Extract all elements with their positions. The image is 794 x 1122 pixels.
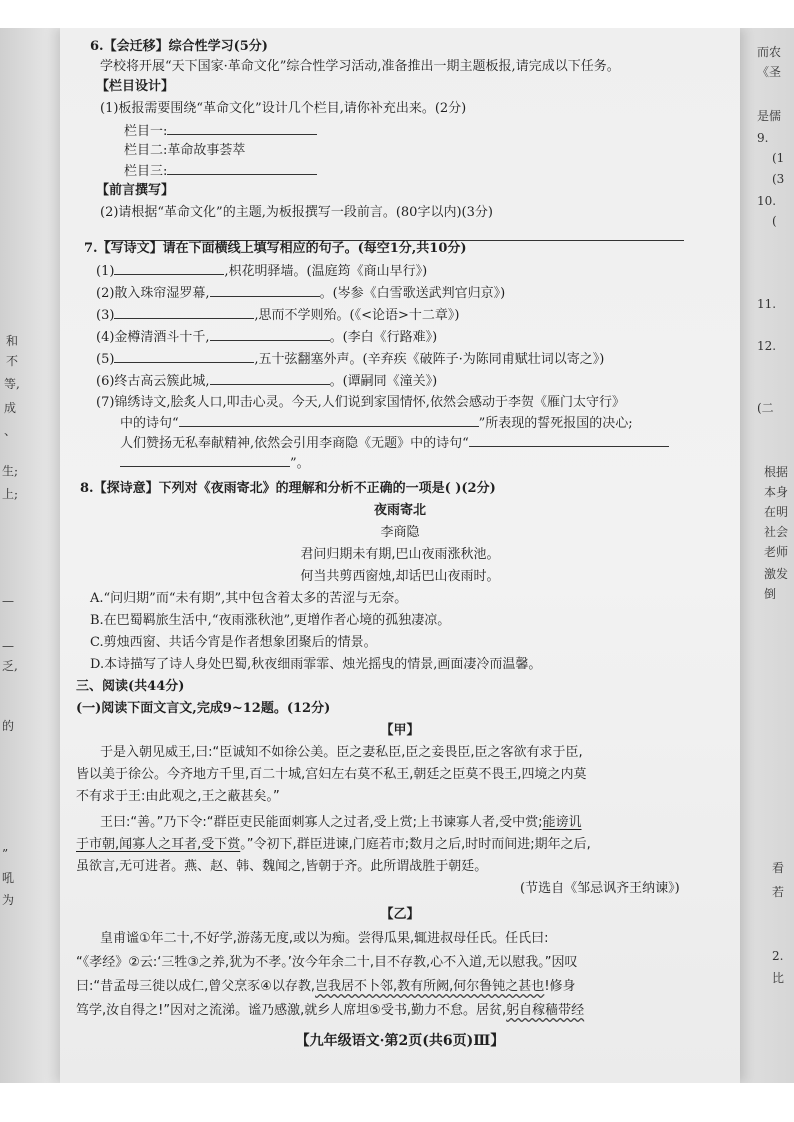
jia-source: (节选自《邹忌讽齐王纳谏》) [520, 881, 680, 896]
edge-text: ( [772, 214, 777, 228]
poem-line-2: 何当共剪西窗烛,却话巴山夜雨时。 [300, 569, 500, 584]
edge-text: 9. [757, 131, 769, 145]
edge-text: 比 [772, 971, 785, 985]
yi-line4-pre: 笃学,汝自得之!”因对之流涕。谧乃感激,就乡人席坦⑤受书,勤力不怠。居贫, [76, 1003, 507, 1018]
q7-title: 7.【写诗文】请在下面横线上填写相应的句子。(每空1分,共10分) [84, 241, 467, 256]
yi-line1: 皇甫谧①年二十,不好学,游荡无度,或以为痴。尝得瓜果,辄进叔母任氏。任氏曰: [100, 931, 549, 946]
underlined-sentence-part2: 于市朝,闻寡人之耳者,受下赏 [76, 837, 241, 852]
q7-line7c [120, 434, 669, 453]
edge-text: 而农 [757, 45, 782, 59]
q7-l6-suffix: 。(谭嗣同《潼关》) [329, 374, 438, 389]
edge-text: (1 [772, 151, 785, 165]
underlined-sentence-part1: 能谤讥 [542, 815, 582, 830]
q7-l7e-text: ”。 [290, 456, 310, 471]
edge-text: 乏, [2, 659, 18, 673]
edge-text: 、 [4, 424, 17, 438]
photo-background [0, 28, 794, 1083]
q7-line2 [96, 284, 505, 303]
edge-text: 激发 [764, 567, 789, 581]
q6-sub1: (1)板报需要围绕“革命文化”设计几个栏目,请你补充出来。(2分) [100, 101, 467, 116]
edge-text: 在明 [764, 505, 789, 519]
q8-option-b[interactable]: B.在巴蜀羁旅生活中,“夜雨涨秋池”,更增作者心境的孤独凄凉。 [90, 613, 451, 628]
yi-line2: “《孝经》②云:‘三牲③之养,犹为不孝。’汝今年余二十,目不存教,心不入道,无以慰我。”因叹 [76, 955, 578, 970]
q8-option-a[interactable]: A.“问归期”而“未有期”,其中包含着太多的苦涩与无奈。 [90, 591, 408, 606]
q7-blank-2[interactable] [210, 284, 320, 297]
edge-text: 生; [2, 464, 19, 478]
edge-text: 吼 [2, 871, 15, 885]
reading-heading: 三、阅读(共44分) [76, 679, 185, 694]
column3-label: 栏目三: [124, 164, 168, 179]
q7-blank-6[interactable] [210, 372, 330, 385]
q7-l6-prefix: (6)终古高云簇此城, [96, 374, 210, 389]
edge-text: 是儒 [757, 109, 782, 123]
edge-text: 成 [4, 401, 17, 415]
exam-page [60, 28, 740, 1083]
yi-line4 [76, 1002, 584, 1020]
yi-line3-post: !修身 [544, 979, 576, 994]
q7-line7d [120, 454, 310, 473]
q6-column2: 栏目二:革命故事荟萃 [124, 143, 246, 158]
edge-text: 等, [4, 377, 20, 391]
edge-text: (3 [772, 172, 785, 186]
edge-text: 不 [6, 354, 19, 368]
passage-yi-label: 【乙】 [380, 907, 420, 922]
jia-p2-line3: 虽欲言,无可进者。燕、赵、韩、魏闻之,皆朝于齐。此所谓战胜于朝廷。 [76, 859, 488, 874]
edge-text: 2. [772, 949, 784, 963]
q7-l5-suffix: ,五十弦翻塞外声。(辛弃疾《破阵子·为陈同甫赋壮词以寄之》) [254, 352, 605, 367]
edge-text: — [2, 594, 14, 608]
q7-blank-3[interactable] [114, 306, 254, 319]
yi-line3-pre: 曰:“昔孟母三徙以成仁,曾父烹豕④以存教, [76, 979, 316, 994]
edge-text: 倒 [764, 587, 777, 601]
p2a-text: 王曰:“善。”乃下令:“群臣吏民能面刺寡人之过者,受上赏;上书谏寡人者,受中赏; [100, 815, 543, 830]
q7-line6 [96, 372, 437, 391]
q7-l1-suffix: ,枳花明驿墙。(温庭筠《商山早行》) [224, 264, 428, 279]
q7-blank-5[interactable] [114, 350, 254, 363]
edge-text: 上; [2, 487, 19, 501]
q7-l3-prefix: (3) [96, 308, 115, 323]
poem-author: 李商隐 [380, 525, 420, 540]
edge-text: 《圣 [757, 65, 782, 79]
edge-text: 根据 [764, 465, 789, 479]
edge-text: — [2, 639, 14, 653]
poem-title: 夜雨寄北 [373, 503, 426, 518]
p2b-text: 。”令初下,群臣进谏,门庭若市;数月之后,时时而间进;期年之后, [240, 837, 591, 852]
poem-line-1: 君问归期未有期,巴山夜雨涨秋池。 [300, 547, 500, 562]
q7-l4-suffix: 。(李白《行路难》) [329, 330, 438, 345]
q7-line3 [96, 306, 459, 325]
edge-text: 老师 [764, 545, 789, 559]
q7-l4-prefix: (4)金樽清酒斗十千, [96, 330, 210, 345]
q8-title: 8.【探诗意】下列对《夜雨寄北》的理解和分析不正确的一项是( )(2分) [80, 481, 496, 496]
q6-column1 [124, 122, 317, 141]
edge-text: ” [2, 847, 9, 861]
column1-label: 栏目一: [124, 124, 168, 139]
q6-intro: 学校将开展“天下国家·革命文化”综合性学习活动,准备推出一期主题板报,请完成以下任务。 [100, 59, 620, 74]
q6-column3 [124, 162, 317, 181]
q7-blank-4[interactable] [210, 328, 330, 341]
q6-section-preface: 【前言撰写】 [96, 183, 175, 198]
q7-blank-1[interactable] [114, 262, 224, 275]
q7-line4 [96, 328, 437, 347]
passage-jia-label: 【甲】 [380, 723, 420, 738]
q7-line7a: (7)锦绣诗文,脍炙人口,叩击心灵。今天,人们说到家国情怀,依然会感动于李贺《雁门太守行》 [96, 395, 625, 410]
q7-line5 [96, 350, 604, 369]
q7-l7-prefix: 中的诗句“ [120, 416, 179, 431]
jia-p1-line3: 不有求于王:由此观之,王之蔽甚矣。” [76, 789, 280, 804]
jia-p1-line2: 皆以美于徐公。今齐地方千里,百二十城,宫妇左右莫不私王,朝廷之臣莫不畏王,四境之内莫 [76, 767, 587, 782]
q7-l5-prefix: (5) [96, 352, 115, 367]
q6-title: 6.【会迁移】综合性学习(5分) [90, 39, 268, 54]
yi-line3 [76, 978, 576, 996]
edge-text: 的 [2, 719, 15, 733]
q7-l7-suffix: ”所表现的誓死报国的决心; [478, 416, 633, 431]
q7-line7b [120, 414, 633, 433]
q7-l1-prefix: (1) [96, 264, 115, 279]
jia-p2-line2 [76, 836, 591, 854]
q7-l2-prefix: (2)散入珠帘湿罗幕, [96, 286, 210, 301]
column3-blank[interactable] [167, 162, 317, 175]
edge-text: 10. [757, 194, 777, 208]
q8-option-d[interactable]: D.本诗描写了诗人身处巴蜀,秋夜细雨霏霏、烛光摇曳的情景,画面凄冷而温馨。 [90, 657, 542, 672]
edge-text: 11. [757, 297, 777, 311]
q7-l7d-text: 人们赞扬无私奉献精神,依然会引用李商隐《无题》中的诗句“ [120, 436, 469, 451]
reading-sub: (一)阅读下面文言文,完成9~12题。(12分) [76, 701, 331, 716]
column1-blank[interactable] [167, 122, 317, 135]
q7-blank-7[interactable] [179, 414, 479, 427]
edge-text: 社会 [764, 525, 789, 539]
edge-text: 为 [2, 893, 15, 907]
edge-text: 本身 [764, 485, 789, 499]
q7-blank-8[interactable] [469, 434, 669, 447]
jia-p2-line1 [100, 814, 582, 832]
wavy-underlined-sentence: 岂我居不卜邻,教有所阙,何尔鲁钝之甚也 [315, 979, 545, 994]
edge-text: 看 [772, 861, 785, 875]
wavy-underlined-phrase: 躬自稼穑带经 [506, 1003, 585, 1018]
edge-text: (二 [757, 401, 774, 415]
q7-l2-suffix: 。(岑参《白雪歌送武判官归京》) [319, 286, 506, 301]
edge-text: 若 [772, 885, 785, 899]
jia-p1-line1: 于是入朝见威王,曰:“臣诚知不如徐公美。臣之妻私臣,臣之妾畏臣,臣之客欲有求于臣, [100, 745, 583, 760]
q8-option-c[interactable]: C.剪烛西窗、共话今宵是作者想象团聚后的情景。 [90, 635, 377, 650]
q7-line1 [96, 262, 427, 281]
q6-section-design: 【栏目设计】 [96, 79, 175, 94]
q6-sub2: (2)请根据“革命文化”的主题,为板报撰写一段前言。(80字以内)(3分) [100, 205, 493, 220]
edge-text: 和 [6, 334, 19, 348]
q7-l3-suffix: ,思而不学则殆。(《<论语>十二章》) [254, 308, 460, 323]
page-footer: 【九年级语文·第2页(共6页)Ⅲ】 [295, 1033, 505, 1049]
q7-blank-9[interactable] [120, 454, 290, 467]
edge-text: 12. [757, 339, 777, 353]
